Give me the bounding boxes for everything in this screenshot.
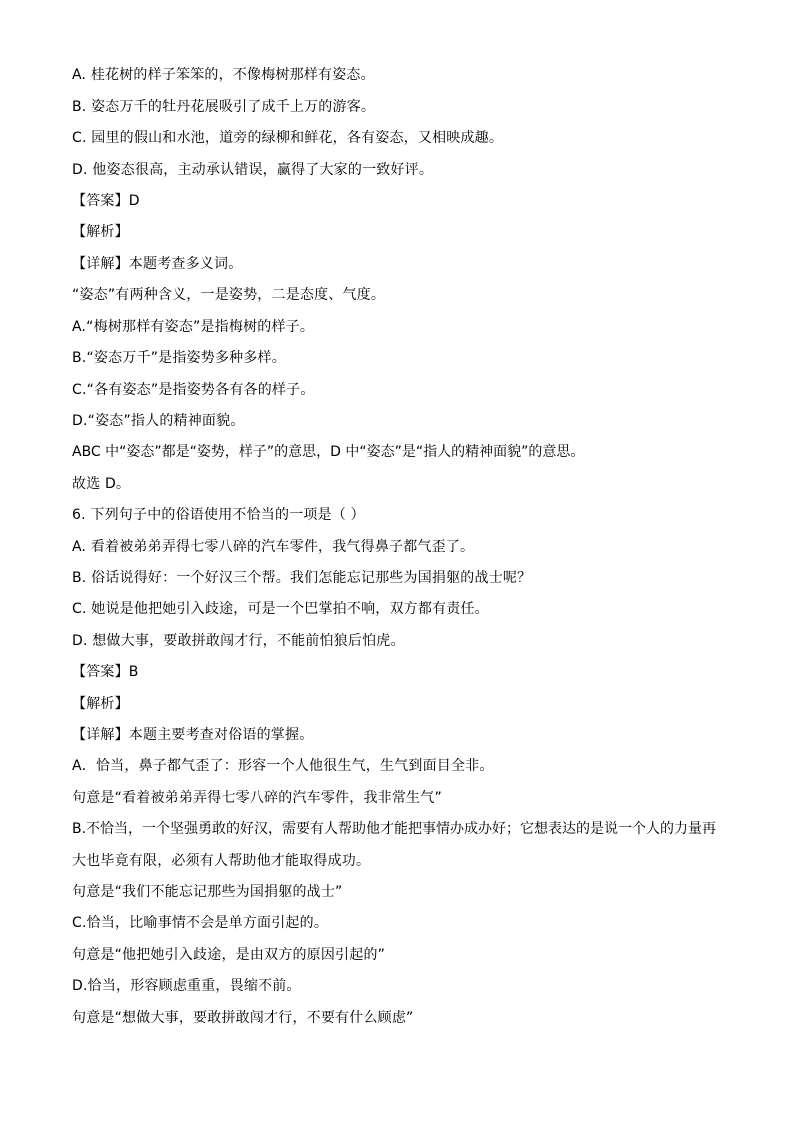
explanation-line: “姿态”有两种含义，一是姿势，二是态度、气度。: [72, 287, 386, 303]
explanation-line: D.恰当，形容顾虑重重，畏缩不前。: [72, 978, 301, 994]
explanation-line: 句意是“想做大事，要敢拼敢闯才行，不要有什么顾虑”: [72, 1010, 414, 1026]
explanation-line: B.不恰当，一个坚强勇敢的好汉，需要有人帮助他才能把事情办成办好；它想表达的是说一个人的力量再: [72, 821, 717, 837]
explanation-line: A．恰当，鼻子都气歪了：形容一个人他很生气，生气到面目全非。: [72, 758, 494, 774]
answer-label: 【答案】B: [72, 664, 139, 680]
explanation-line: 句意是“看着被弟弟弄得七零八碎的汽车零件，我非常生气”: [72, 790, 442, 806]
analysis-label: 【解析】: [72, 224, 129, 240]
option-a-text: A. 看着被弟弟弄得七零八碎的汽车零件，我气得鼻子都气歪了。: [72, 539, 475, 555]
detail-intro: 【详解】本题主要考查对俗语的掌握。: [72, 727, 314, 743]
detail-intro: 【详解】本题考查多义词。: [72, 256, 243, 272]
explanation-line: D.“姿态”指人的精神面貌。: [72, 413, 245, 429]
explanation-line: C.“各有姿态”是指姿势各有各的样子。: [72, 382, 315, 398]
answer-label: 【答案】D: [72, 193, 140, 209]
option-b-text: B. 姿态万千的牡丹花展吸引了成千上万的游客。: [72, 99, 376, 115]
option-c-text: C. 园里的假山和水池，道旁的绿柳和鲜花，各有姿态，又相映成趣。: [72, 130, 504, 146]
question-6-stem: 6. 下列句子中的俗语使用不恰当的一项是（ ）: [72, 507, 365, 523]
option-c-text: C. 她说是他把她引入歧途，可是一个巴掌拍不响，双方都有责任。: [72, 601, 489, 617]
explanation-line: A.“梅树那样有姿态”是指梅树的样子。: [72, 319, 315, 335]
option-a-text: A. 桂花树的样子笨笨的，不像梅树那样有姿态。: [72, 67, 375, 83]
explanation-line: ABC 中“姿态”都是“姿势，样子”的意思，D 中“姿态”是“指人的精神面貌”的意思。: [72, 444, 585, 460]
explanation-line: 句意是“我们不能忘记那些为国捐躯的战士”: [72, 884, 343, 900]
explanation-line: C.恰当，比喻事情不会是单方面引起的。: [72, 915, 329, 931]
option-b-text: B. 俗话说得好：一个好汉三个帮。我们怎能忘记那些为国捐躯的战士呢？: [72, 570, 532, 586]
option-d-text: D. 他姿态很高，主动承认错误，赢得了大家的一致好评。: [72, 162, 434, 178]
conclusion-line: 故选 D。: [72, 476, 131, 492]
explanation-line: 大也毕竟有限，必须有人帮助他才能取得成功。: [72, 853, 371, 869]
explanation-line: B.“姿态万千”是指姿势多种多样。: [72, 350, 286, 366]
option-d-text: D. 想做大事，要敢拼敢闯才行，不能前怕狼后怕虎。: [72, 633, 405, 649]
analysis-label: 【解析】: [72, 696, 129, 712]
explanation-line: 句意是“他把她引入歧途，是由双方的原因引起的”: [72, 947, 386, 963]
